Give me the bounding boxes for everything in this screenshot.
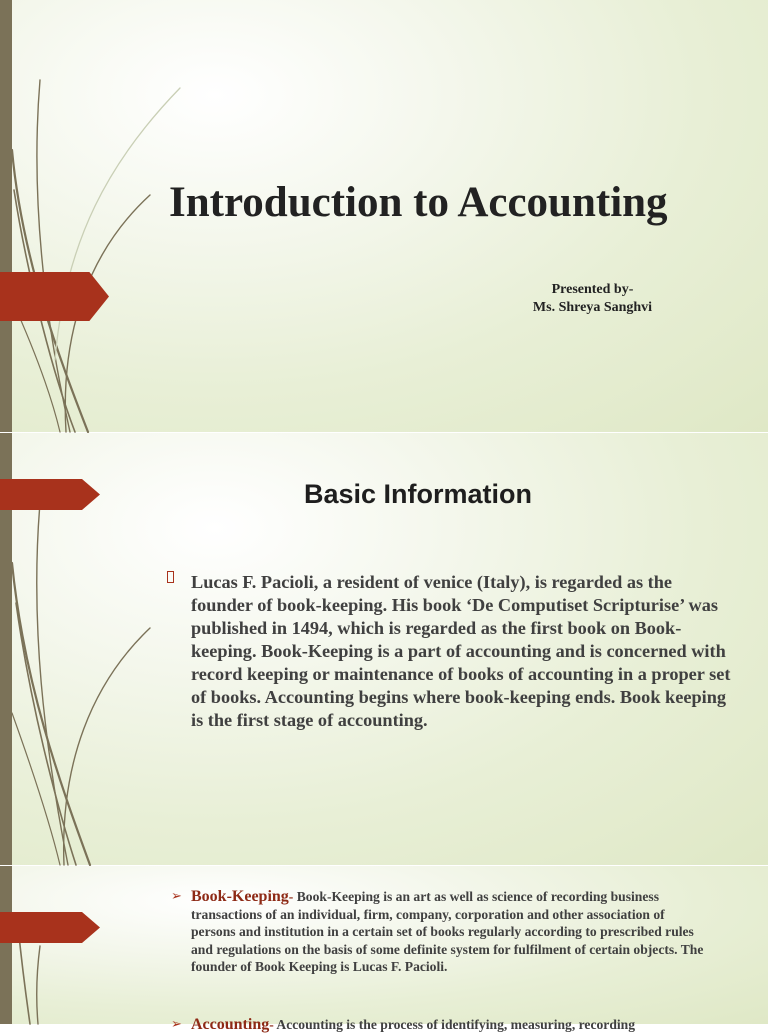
definition-term: Accounting — [191, 1016, 270, 1033]
accent-arrow-tab — [0, 479, 100, 510]
section-heading: Basic Information — [304, 479, 533, 509]
definition-text-container — [171, 1016, 711, 1034]
definition-text-container — [171, 888, 711, 976]
decorative-swirl — [0, 866, 200, 1024]
definition-text: Accounting is the process of identifying, measuring, recording — [273, 1017, 636, 1032]
presented-by-label: Presented by- — [551, 282, 634, 297]
definition-term: Book-Keeping — [191, 888, 289, 905]
definition-item-accounting — [171, 1016, 711, 1034]
definition-item-book-keeping — [171, 888, 711, 976]
slide-title — [0, 0, 768, 432]
slide-basic-information — [0, 433, 768, 865]
slide-definitions — [0, 866, 768, 1033]
definition-dash: - — [269, 1017, 274, 1032]
definition-dash: - — [288, 889, 294, 904]
slide-title-text: Introduction to Accounting — [169, 179, 668, 226]
presenter-block — [520, 281, 665, 317]
arrow-bullet-icon: ➢ — [171, 1017, 182, 1032]
hollow-square-bullet-icon — [167, 571, 174, 583]
arrow-bullet-icon: ➢ — [171, 889, 182, 904]
accent-arrow-tab — [0, 912, 100, 943]
accent-arrow-tab — [0, 272, 109, 321]
presenter-name: Ms. Shreya Sanghvi — [532, 300, 653, 315]
bullet-paragraph: Lucas F. Pacioli, a resident of venice (Italy), is regarded as the founder of book-keeping. His book ‘De Computiset Scripturise’ was published in 1494, which is regarded as the first book on Book-keeping. Book-Keeping is a part of accounting and is concerned with record keeping or maintenance of books of accounting in a proper set of books. Accounting begins where book-keeping ends. Book keeping is the first stage of accounting. — [191, 572, 731, 730]
definition-text: Book-Keeping is an art as well as science of recording business transactions of an individual, firm, company, corporation and other association of persons and institution in a certain set of books regularly according to prescribed rules and regulations on the basis of some definite system for fulfilment of certain objects. The founder of Book Keeping is Lucas F. Pacioli. — [191, 889, 704, 974]
